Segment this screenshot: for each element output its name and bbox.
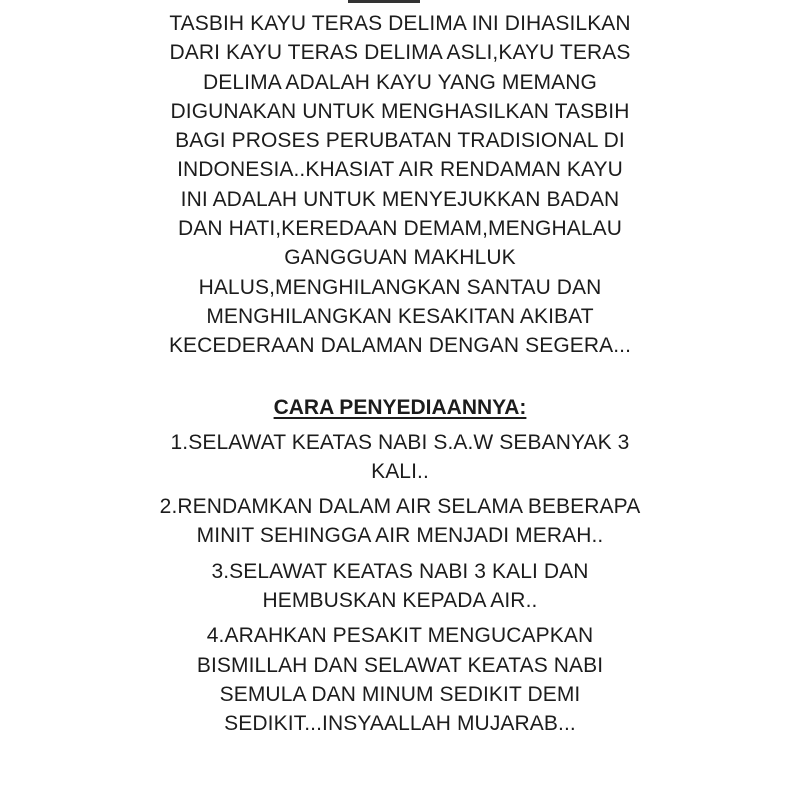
intro-line: KECEDERAAN DALAMAN DENGAN SEGERA...: [168, 334, 632, 358]
intro-line: TASBIH KAYU TERAS DELIMA INI DIHASILKAN: [169, 12, 631, 35]
intro-line: MENGHILANGKAN KESAKITAN AKIBAT: [206, 304, 594, 328]
intro-line: BAGI PROSES PERUBATAN TRADISIONAL DI: [175, 129, 625, 153]
step-line: 4.ARAHKAN PESAKIT MENGUCAPKAN: [206, 624, 594, 648]
intro-line: INDONESIA..KHASIAT AIR RENDAMAN KAYU: [177, 158, 623, 182]
step-4: [60, 621, 740, 738]
step-line: BISMILLAH DAN SELAWAT KEATAS NABI: [196, 653, 604, 677]
section-heading: CARA PENYEDIAANNYA:: [273, 395, 527, 419]
intro-line: DARI KAYU TERAS DELIMA ASLI,KAYU TERAS: [169, 41, 631, 65]
intro-line: DELIMA ADALAH KAYU YANG MEMANG: [203, 70, 597, 94]
step-line: 3.SELAWAT KEATAS NABI 3 KALI DAN: [211, 559, 589, 583]
step-line: KALI..: [371, 459, 429, 483]
step-2: [60, 492, 740, 551]
step-1: [60, 428, 740, 487]
top-divider: [348, 0, 420, 3]
step-3: [60, 557, 740, 616]
intro-line: HALUS,MENGHILANGKAN SANTAU DAN: [198, 275, 602, 299]
intro-paragraph: [60, 9, 740, 361]
document-body: [60, 9, 740, 739]
step-line: MINIT SEHINGGA AIR MENJADI MERAH..: [196, 524, 604, 548]
intro-line: INI ADALAH UNTUK MENYEJUKKAN BADAN: [180, 187, 620, 211]
intro-line: GANGGUAN MAKHLUK: [284, 246, 516, 270]
intro-line: DAN HATI,KEREDAAN DEMAM,MENGHALAU: [178, 217, 622, 241]
step-line: 2.RENDAMKAN DALAM AIR SELAMA BEBERAPA: [159, 495, 641, 519]
step-line: SEDIKIT...INSYAALLAH MUJARAB...: [224, 712, 576, 736]
step-line: SEMULA DAN MINUM SEDIKIT DEMI: [219, 682, 581, 706]
intro-line: DIGUNAKAN UNTUK MENGHASILKAN TASBIH: [170, 99, 630, 123]
step-line: HEMBUSKAN KEPADA AIR..: [262, 589, 538, 613]
step-line: 1.SELAWAT KEATAS NABI S.A.W SEBANYAK 3: [170, 430, 630, 454]
